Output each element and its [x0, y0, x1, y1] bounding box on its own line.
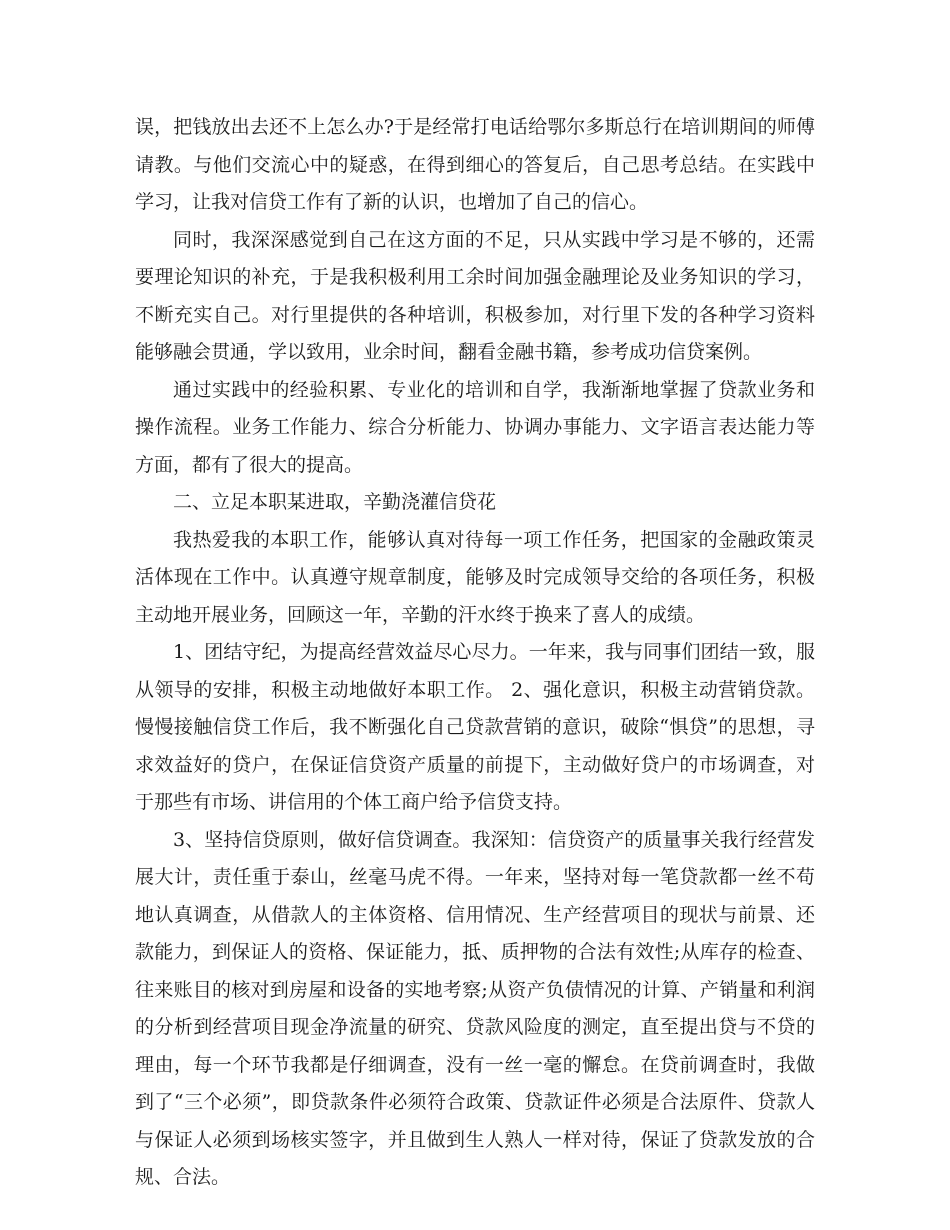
paragraph-3: 通过实践中的经验积累、专业化的培训和自学，我渐渐地掌握了贷款业务和操作流程。业务工作能力、综合分析能力、协调办事能力、文字语言表达能力等方面，都有了很大的提高。: [135, 378, 815, 476]
paragraph-4: 我热爱我的本职工作，能够认真对待每一项工作任务，把国家的金融政策灵活体现在工作中。认真遵守规章制度，能够及时完成领导交给的各项任务，积极主动地开展业务，回顾这一年，辛勤的汗水终于换来了喜人的成绩。: [135, 528, 815, 626]
paragraph-1: 误，把钱放出去还不上怎么办?于是经常打电话给鄂尔多斯总行在培训期间的师傅请教。与他们交流心中的疑惑，在得到细心的答复后，自己思考总结。在实践中学习，让我对信贷工作有了新的认识，也增加了自己的信心。: [135, 116, 815, 213]
document-body: [135, 109, 815, 1197]
paragraph-5: 1、团结守纪，为提高经营效益尽心尽力。一年来，我与同事们团结一致，服从领导的安排，积极主动地做好本职工作。 2、强化意识，积极主动营销贷款。慢慢接触信贷工作后，我不断强化自己贷款营销的意识，破除“惧贷”的思想，寻求效益好的贷户，在保证信贷资产质量的前提下，主动做好贷户的市场调查，对于那些有市场、讲信用的个体工商户给予信贷支持。: [135, 641, 815, 813]
section-heading: 二、立足本职某进取，辛勤浇灌信贷花: [173, 491, 497, 513]
paragraph-6: 3、坚持信贷原则，做好信贷调查。我深知：信贷资产的质量事关我行经营发展大计，责任重于泰山，丝毫马虎不得。一年来，坚持对每一笔贷款都一丝不苟地认真调查，从借款人的主体资格、信用情况、生产经营项目的现状与前景、还款能力，到保证人的资格、保证能力，抵、质押物的合法有效性;从库存的检查、往来账目的核对到房屋和设备的实地考察;从资产负债情况的计算、产销量和利润的分析到经营项目现金净流量的研究、贷款风险度的测定，直至提出贷与不贷的理由，每一个环节我都是仔细调查，没有一丝一毫的懈怠。在贷前调查时，我做到了“三个必须”，即贷款条件必须符合政策、贷款证件必须是合法原件、贷款人与保证人必须到场核实签字，并且做到生人熟人一样对待，保证了贷款发放的合规、合法。: [135, 828, 815, 1188]
paragraph-2: 同时，我深深感觉到自己在这方面的不足，只从实践中学习是不够的，还需要理论知识的补充，于是我积极利用工余时间加强金融理论及业务知识的学习，不断充实自己。对行里提供的各种培训，积极参加，对行里下发的各种学习资料能够融会贯通，学以致用，业余时间，翻看金融书籍，参考成功信贷案例。: [135, 228, 815, 363]
